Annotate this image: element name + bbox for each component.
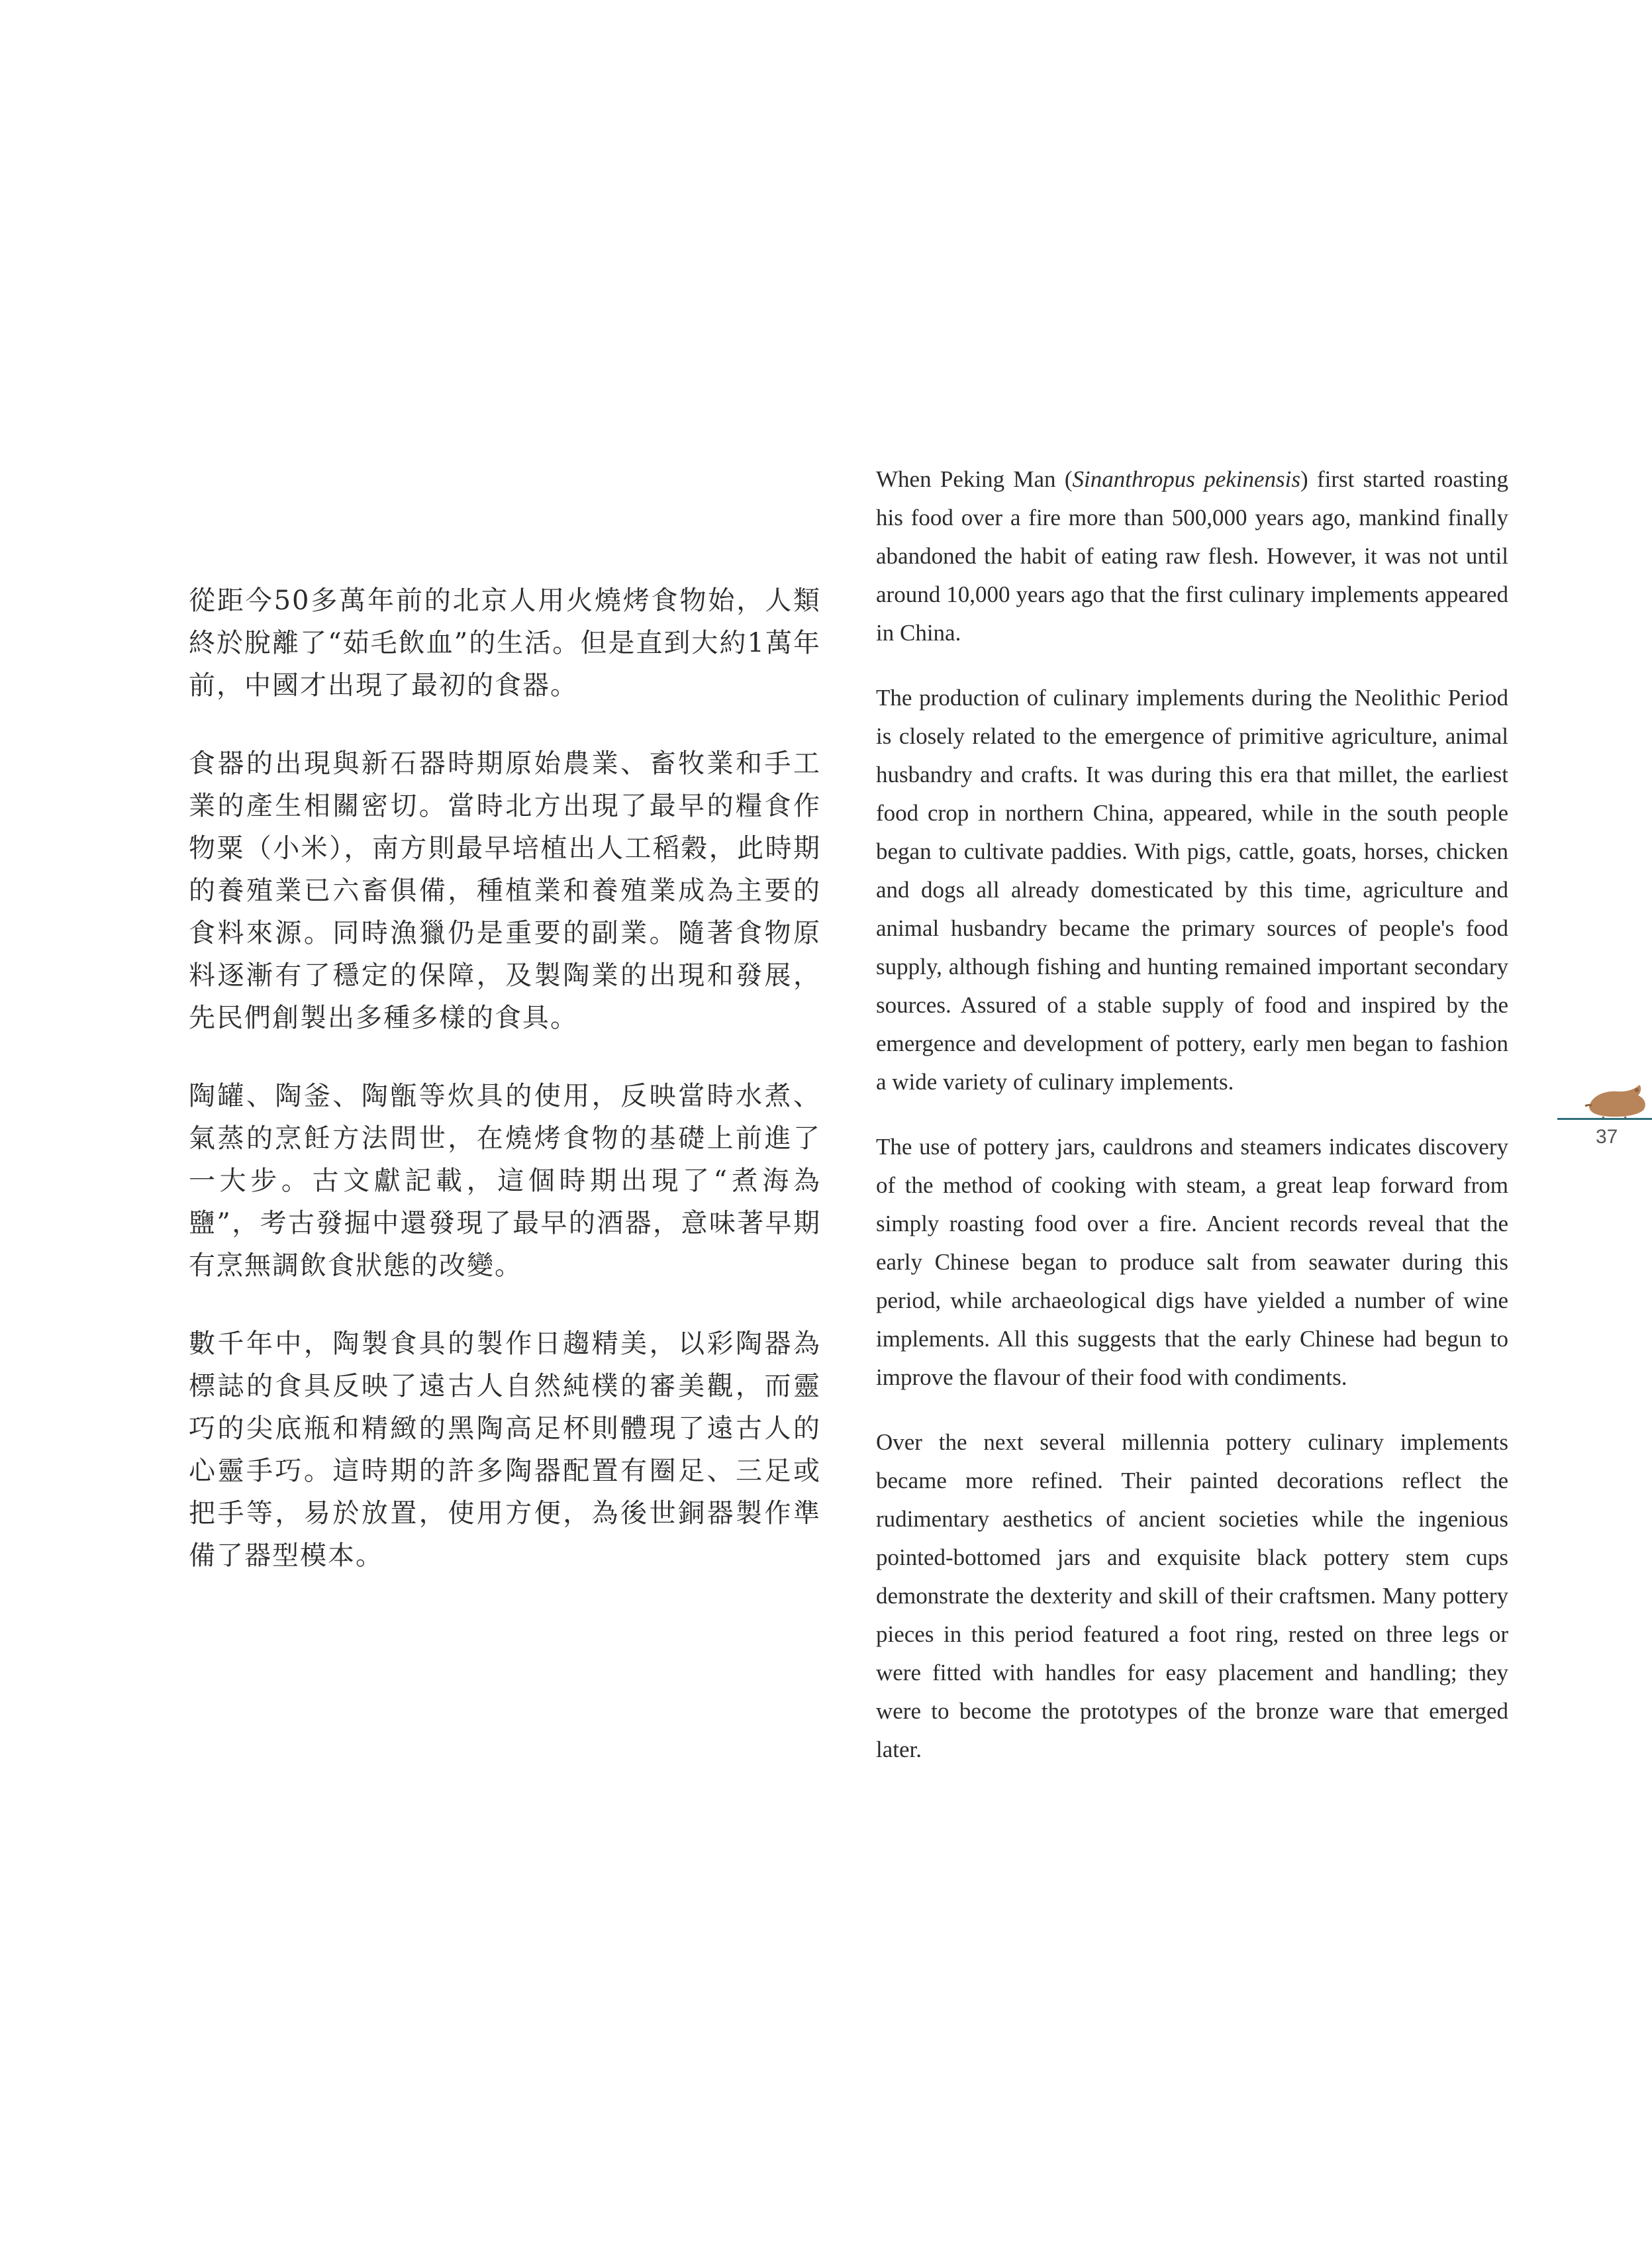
english-text-column bbox=[876, 460, 1508, 1795]
folio-rule bbox=[1557, 1118, 1652, 1120]
page-number: 37 bbox=[1596, 1126, 1618, 1148]
pottery-vessel-icon bbox=[1584, 1081, 1650, 1119]
zh-paragraph-3: 陶罐、陶釜、陶甑等炊具的使用，反映當時水煮、氣蒸的烹飪方法問世，在燒烤食物的基礎上前進了一大步。古文獻記載，這個時期出現了“煮海為鹽”，考古發掘中還發現了最早的酒器，意味著早期有烹無調飲食狀態的改變。 bbox=[189, 1081, 821, 1281]
chinese-text-column bbox=[189, 579, 821, 1613]
zh-paragraph-4: 數千年中，陶製食具的製作日趨精美，以彩陶器為標誌的食具反映了遠古人自然純樸的審美觀，而靈巧的尖底瓶和精緻的黑陶高足杯則體現了遠古人的心靈手巧。這時期的許多陶器配置有圈足、三足或把手等，易於放置，使用方便，為後世銅器製作準備了器型模本。 bbox=[189, 1329, 821, 1571]
folio bbox=[1557, 1073, 1652, 1152]
en-p1-after: ) first started roasting his food over a fire more than 500,000 years ago, mankind finally abandoned the habit of eating raw flesh. However, it was not until around 10,000 years ago that the first culinary implements appeared in China. bbox=[876, 466, 1509, 646]
en-p1-italic: Sinanthropus pekinensis bbox=[1072, 466, 1301, 492]
zh-paragraph-1: 從距今50多萬年前的北京人用火燒烤食物始，人類終於脫離了“茹毛飲血”的生活。但是直到大約1萬年前，中國才出現了最初的食器。 bbox=[189, 585, 821, 701]
en-paragraph-1 bbox=[876, 460, 1508, 652]
en-paragraph-2: The production of culinary implements during the Neolithic Period is closely related to the emergence of primitive agriculture, animal husbandry and crafts. It was during this era that millet, the earliest food crop in northern China, appeared, while in the south people began to cultivate paddies. With pigs, cattle, goats, horses, chicken and dogs all already domesticated by this time, agriculture and animal husbandry became the primary sources of people's food supply, although fishing and hunting remained important secondary sources. Assured of a stable supply of food and inspired by the emergence and development of pottery, early men began to fashion a wide variety of culinary implements. bbox=[876, 685, 1508, 1095]
zh-paragraph-2: 食器的出現與新石器時期原始農業、畜牧業和手工業的產生相關密切。當時北方出現了最早的糧食作物粟（小米），南方則最早培植出人工稻穀，此時期的養殖業已六畜俱備，種植業和養殖業成為主要的食料來源。同時漁獵仍是重要的副業。隨著食物原料逐漸有了穩定的保障，及製陶業的出現和發展，先民們創製出多種多樣的食具。 bbox=[189, 748, 821, 1033]
en-paragraph-3: The use of pottery jars, cauldrons and steamers indicates discovery of the method of cooking with steam, a great leap forward from simply roasting food over a fire. Ancient records reveal that the early Chinese began to produce salt from seawater during this period, while archaeological digs have yielded a number of wine implements. All this suggests that the early Chinese had begun to improve the flavour of their food with condiments. bbox=[876, 1134, 1508, 1390]
en-paragraph-4: Over the next several millennia pottery culinary implements became more refined. Their painted decorations reflect the rudimentary aesthetics of ancient societies while the ingenious pointed-bottomed jars and exquisite black pottery stem cups demonstrate the dexterity and skill of their craftsmen. Many pottery pieces in this period featured a foot ring, rested on three legs or were fitted with handles for easy placement and handling; they were to become the prototypes of the bronze ware that emerged later. bbox=[876, 1429, 1508, 1762]
en-p1-before: When Peking Man ( bbox=[876, 466, 1073, 492]
